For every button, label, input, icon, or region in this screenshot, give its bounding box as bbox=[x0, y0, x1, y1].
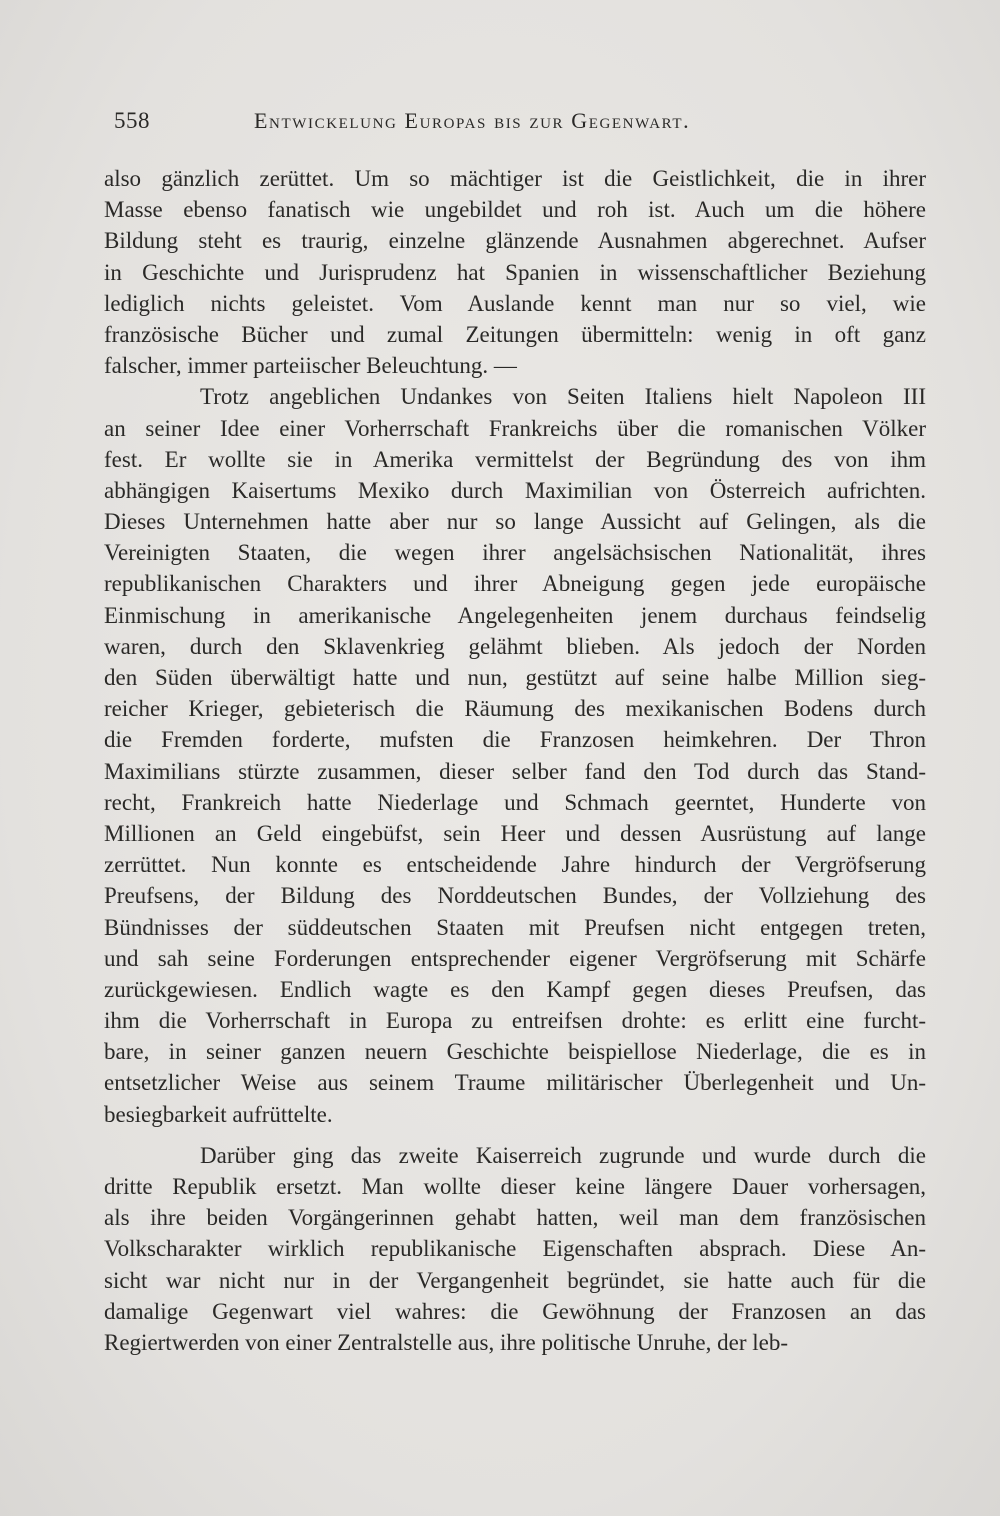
text-line: falscher, immer parteiischer Beleuchtung. — bbox=[104, 353, 517, 379]
text-line: Bildung steht es traurig, einzelne glänzende Ausnahmen abgerechnet. Aufser bbox=[104, 228, 926, 254]
text-line: bare, in seiner ganzen neuern Geschichte beispiellose Niederlage, die es in bbox=[104, 1039, 926, 1065]
page-header bbox=[114, 108, 938, 144]
text-line: Maximilians stürzte zusammen, dieser selber fand den Tod durch das Stand- bbox=[104, 758, 926, 784]
text-line: Regiertwerden von einer Zentralstelle aus, ihre politische Unruhe, der leb- bbox=[104, 1329, 788, 1355]
text-line: französische Bücher und zumal Zeitungen übermitteln: wenig in oft ganz bbox=[104, 321, 926, 347]
text-line: fest. Er wollte sie in Amerika vermittelst der Begründung des von ihm bbox=[104, 446, 926, 472]
text-line: Bündnisses der süddeutschen Staaten mit Preufsen nicht entgegen treten, bbox=[104, 914, 926, 940]
text-line: in Geschichte und Jurisprudenz hat Spanien in wissenschaftlicher Beziehung bbox=[104, 259, 926, 285]
text-line: Trotz angeblichen Undankes von Seiten Italiens hielt Napoleon III bbox=[200, 384, 926, 410]
text-line: Dieses Unternehmen hatte aber nur so lange Aussicht auf Gelingen, als die bbox=[104, 509, 926, 535]
text-line: ihm die Vorherrschaft in Europa zu entreifsen drohte: es erlitt eine furcht- bbox=[104, 1008, 926, 1034]
text-line: an seiner Idee einer Vorherrschaft Frankreichs über die romanischen Völker bbox=[104, 415, 926, 441]
text-line: recht, Frankreich hatte Niederlage und Schmach geerntet, Hunderte von bbox=[104, 789, 926, 815]
text-line: republikanischen Charakters und ihrer Abneigung gegen jede europäische bbox=[104, 571, 926, 597]
text-line: entsetzlicher Weise aus seinem Traume militärischer Überlegenheit und Un- bbox=[104, 1070, 926, 1096]
paragraph bbox=[104, 163, 926, 381]
text-line: zurückgewiesen. Endlich wagte es den Kampf gegen dieses Preufsen, das bbox=[104, 976, 926, 1002]
text-line: lediglich nichts geleistet. Vom Auslande kennt man nur so viel, wie bbox=[104, 290, 926, 316]
body-text bbox=[104, 163, 926, 1358]
text-line: Vereinigten Staaten, die wegen ihrer angelsächsischen Nationalität, ihres bbox=[104, 540, 926, 566]
text-line: dritte Republik ersetzt. Man wollte dieser keine längere Dauer vorhersagen, bbox=[104, 1174, 926, 1199]
text-line: sicht war nicht nur in der Vergangenheit begründet, sie hatte auch für die bbox=[104, 1267, 926, 1293]
paragraph-gap bbox=[104, 1130, 926, 1140]
running-title: Entwickelung Europas bis zur Gegenwart. bbox=[254, 108, 691, 133]
text-line: Darüber ging das zweite Kaiserreich zugrunde und wurde durch die bbox=[200, 1142, 926, 1168]
text-line: und sah seine Forderungen entsprechender eigener Vergröfserung mit Schärfe bbox=[104, 945, 926, 971]
page-number: 558 bbox=[114, 108, 150, 133]
text-line: Preufsens, der Bildung des Norddeutschen Bundes, der Vollziehung des bbox=[104, 883, 926, 909]
text-line: als ihre beiden Vorgängerinnen gehabt hatten, weil man dem französischen bbox=[104, 1205, 926, 1231]
text-line: Volkscharakter wirklich republikanische Eigenschaften absprach. Diese An- bbox=[104, 1236, 926, 1262]
paragraph bbox=[104, 381, 926, 1130]
text-line: Masse ebenso fanatisch wie ungebildet und roh ist. Auch um die höhere bbox=[104, 197, 926, 223]
text-line: also gänzlich zerüttet. Um so mächtiger ist die Geistlichkeit, die in ihrer bbox=[104, 166, 926, 191]
text-line: die Fremden forderte, mufsten die Franzosen heimkehren. Der Thron bbox=[104, 727, 926, 753]
text-line: waren, durch den Sklavenkrieg gelähmt blieben. Als jedoch der Norden bbox=[104, 633, 926, 659]
text-line: besiegbarkeit aufrüttelte. bbox=[104, 1101, 333, 1127]
text-line: Einmischung in amerikanische Angelegenheiten jenem durchaus feindselig bbox=[104, 602, 926, 628]
paragraph bbox=[104, 1140, 926, 1358]
text-line: Millionen an Geld eingebüfst, sein Heer und dessen Ausrüstung auf lange bbox=[104, 820, 926, 846]
text-line: zerrüttet. Nun konnte es entscheidende Jahre hindurch der Vergröfserung bbox=[104, 852, 926, 878]
text-line: abhängigen Kaisertums Mexiko durch Maximilian von Österreich aufrichten. bbox=[104, 477, 926, 503]
text-line: den Süden überwältigt hatte und nun, gestützt auf seine halbe Million sieg- bbox=[104, 665, 926, 690]
text-line: reicher Krieger, gebieterisch die Räumung des mexikanischen Bodens durch bbox=[104, 696, 926, 722]
text-line: damalige Gegenwart viel wahres: die Gewöhnung der Franzosen an das bbox=[104, 1298, 926, 1324]
